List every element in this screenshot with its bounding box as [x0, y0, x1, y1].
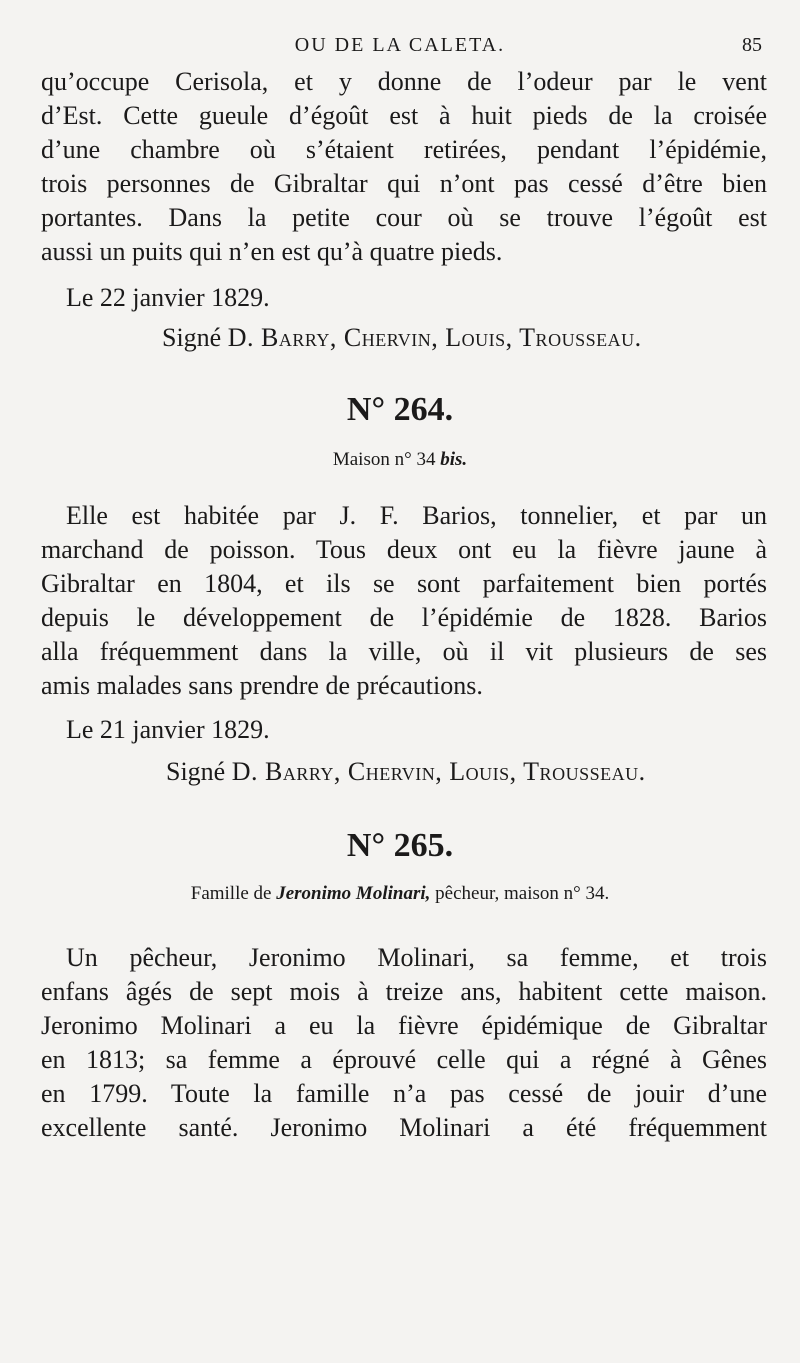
date-line: Le 22 janvier 1829.: [66, 283, 270, 312]
page-number: 85: [742, 34, 762, 56]
entry-subheading: [0, 882, 800, 906]
text-line: Elle est habitée par J. F. Barios, tonnelier, et par un: [66, 501, 767, 530]
subheading-name: Jeronimo Molinari,: [276, 883, 431, 904]
signature-line: [162, 322, 642, 354]
text-line: excellente santé. Jeronimo Molinari a été fréquemment: [41, 1113, 767, 1142]
entry-subheading: [0, 448, 800, 472]
text-line: trois personnes de Gibraltar qui n’ont pas cessé d’être bien: [41, 169, 767, 198]
text-line: en 1799. Toute la famille n’a pas cessé de jouir d’une: [41, 1079, 767, 1108]
running-title: OU DE LA CALETA.: [294, 34, 506, 56]
signature-prefix: Signé: [162, 323, 222, 352]
text-line: aussi un puits qui n’en est qu’à quatre pieds.: [41, 237, 503, 266]
text-line: Jeronimo Molinari a eu la fièvre épidémique de Gibraltar: [41, 1011, 767, 1040]
text-line: marchand de poisson. Tous deux ont eu la fièvre jaune à: [41, 535, 767, 564]
signature-names: D. Barry, Chervin, Louis, Trousseau.: [227, 323, 642, 352]
entry-heading: N° 265.: [346, 827, 454, 864]
text-line: enfans âgés de sept mois à treize ans, habitent cette maison.: [41, 977, 767, 1006]
subheading-prefix: Famille de: [190, 883, 272, 904]
subheading-text: Maison n° 34: [332, 449, 436, 470]
text-line: Un pêcheur, Jeronimo Molinari, sa femme, et trois: [66, 943, 767, 972]
text-line: amis malades sans prendre de précautions.: [41, 671, 483, 700]
text-line: en 1813; sa femme a éprouvé celle qui a régné à Gênes: [41, 1045, 767, 1074]
signature-names: D. Barry, Chervin, Louis, Trousseau.: [231, 757, 646, 786]
date-line: Le 21 janvier 1829.: [66, 715, 270, 744]
text-line: portantes. Dans la petite cour où se trouve l’égoût est: [41, 203, 767, 232]
text-line: qu’occupe Cerisola, et y donne de l’odeur par le vent: [41, 67, 767, 96]
text-line: alla fréquemment dans la ville, où il vit plusieurs de ses: [41, 637, 767, 666]
signature-line: [166, 756, 646, 788]
signature-prefix: Signé: [166, 757, 226, 786]
text-line: Gibraltar en 1804, et ils se sont parfaitement bien portés: [41, 569, 767, 598]
running-header: [0, 30, 800, 60]
entry-heading: N° 264.: [346, 391, 454, 428]
text-line: depuis le développement de l’épidémie de 1828. Barios: [41, 603, 767, 632]
text-line: d’Est. Cette gueule d’égoût est à huit pieds de la croisée: [41, 101, 767, 130]
subheading-suffix: bis.: [440, 449, 468, 470]
text-line: d’une chambre où s’étaient retirées, pendant l’épidémie,: [41, 135, 767, 164]
subheading-rest: pêcheur, maison n° 34.: [435, 883, 610, 904]
